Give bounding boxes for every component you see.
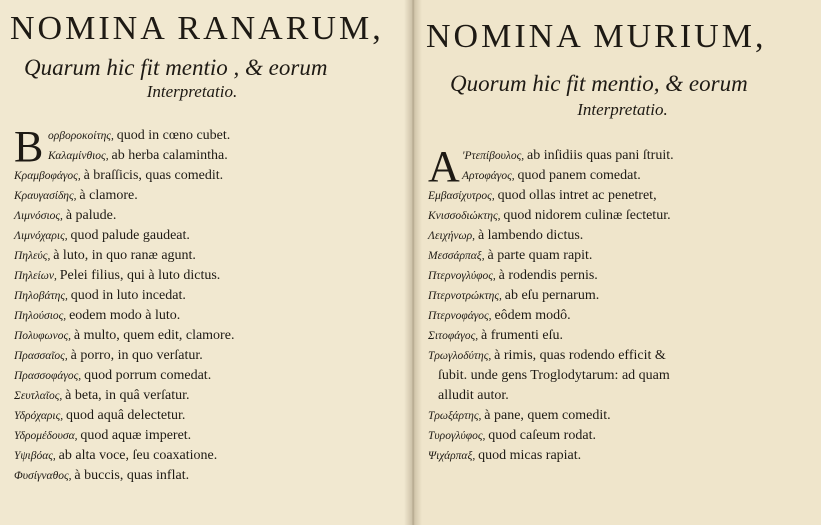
greek-name: Εμβασίχυτρος, (428, 190, 498, 202)
latin-meaning: à parte quam rapit. (487, 248, 593, 263)
latin-meaning: quod aquâ delectetur. (66, 408, 186, 423)
greek-name: Πηλεύς, (14, 250, 54, 262)
greek-name: Πολυφωνος, (14, 330, 74, 342)
list-item (428, 306, 813, 326)
list-item (14, 286, 406, 306)
left-page-subtitle: Quarum hic fit mentio , & eorum (24, 55, 328, 80)
list-item (14, 226, 406, 246)
list-item (14, 346, 406, 366)
latin-meaning: quod in cœno cubet. (116, 128, 231, 143)
latin-meaning: quod aquæ imperet. (80, 428, 192, 443)
latin-meaning: quod ollas intret ac penetret, (497, 188, 657, 203)
list-item (14, 326, 406, 346)
list-item (14, 306, 406, 326)
greek-name: Καλαμίνθιος, (48, 150, 112, 162)
greek-name: Πρασσοφάγος, (14, 370, 85, 382)
list-item (14, 246, 406, 266)
latin-meaning: à porro, in quo verſatur. (70, 348, 203, 363)
list-item (14, 146, 406, 166)
greek-name: Πρασσαῖος, (14, 350, 71, 362)
greek-name: Υδρομέδουσα, (14, 430, 81, 442)
latin-meaning: ab alta voce, ſeu coaxatione. (58, 448, 218, 463)
greek-name: Φυσίγναθος, (14, 470, 75, 482)
latin-meaning: à multo, quem edit, clamore. (73, 328, 235, 343)
drop-cap: B (14, 122, 44, 171)
list-item (428, 246, 813, 266)
greek-name: Σευτλαῖος, (14, 390, 66, 402)
list-item (428, 186, 813, 206)
latin-meaning: à rimis, quas rodendo efficit & (494, 348, 666, 363)
list-item (428, 406, 813, 426)
latin-meaning: ab herba calamintha. (111, 148, 228, 163)
list-item (428, 346, 813, 406)
latin-meaning-continued: alludit autor. (438, 388, 509, 403)
right-page (412, 0, 821, 525)
list-item (14, 166, 406, 186)
greek-name: Μεσσάρπαξ, (428, 250, 488, 262)
latin-meaning-continued: ſubit. unde gens Troglodytarum: ad quam (438, 368, 670, 383)
greek-name: Αρτοφάγος, (462, 170, 518, 182)
list-item (14, 266, 406, 286)
latin-meaning: quod palude gaudeat. (70, 228, 190, 243)
list-item (14, 446, 406, 466)
latin-meaning: ab eſu pernarum. (504, 288, 600, 303)
list-item (428, 206, 813, 226)
left-page-title: NOMINA RANARUM, (10, 10, 384, 47)
list-item (428, 426, 813, 446)
mouse-names-list (428, 142, 813, 466)
list-item (428, 446, 813, 466)
greek-name: Τρωξάρτης, (428, 410, 485, 422)
latin-meaning: à rodendis pernis. (498, 268, 598, 283)
latin-meaning: à pane, quem comedit. (484, 408, 611, 423)
list-item (14, 466, 406, 486)
frog-names-list (14, 122, 406, 486)
latin-meaning: à clamore. (79, 188, 138, 203)
list-item (14, 366, 406, 386)
latin-meaning: à palude. (65, 208, 117, 223)
latin-meaning: à lambendo dictus. (477, 228, 584, 243)
list-item (428, 226, 813, 246)
list-item (14, 426, 406, 446)
latin-meaning: à braſſicis, quas comedit. (83, 168, 224, 183)
list-item (14, 206, 406, 226)
greek-name: Κραμβοφάγος, (14, 170, 84, 182)
list-item (14, 406, 406, 426)
latin-meaning: quod caſeum rodat. (488, 428, 596, 443)
latin-meaning: Pelei filius, qui à luto dictus. (59, 268, 221, 283)
greek-name: Υδρόχαρις, (14, 410, 66, 422)
greek-name: Πτερνοφάγος, (428, 310, 495, 322)
list-item (428, 166, 813, 186)
greek-name: Πτερνογλύφος, (428, 270, 499, 282)
latin-meaning: à beta, in quâ verſatur. (65, 388, 190, 403)
greek-name: Λειχήνωρ, (428, 230, 478, 242)
greek-name: Κραυγασίδης, (14, 190, 80, 202)
right-page-title: NOMINA MURIUM, (426, 18, 767, 55)
greek-name: Υψιβόας, (14, 450, 59, 462)
greek-name: Λιμνόχαρις, (14, 230, 71, 242)
latin-meaning: quod panem comedat. (517, 168, 641, 183)
latin-meaning: à buccis, quas inflat. (74, 468, 190, 483)
greek-name: Τρωγλοδύτης, (428, 350, 495, 362)
latin-meaning: quod micas rapiat. (478, 448, 582, 463)
drop-cap: A (428, 142, 460, 191)
latin-meaning: à frumenti eſu. (481, 328, 564, 343)
greek-name: Τυρογλύφος, (428, 430, 489, 442)
latin-meaning: eôdem modô. (494, 308, 571, 323)
right-page-interpretatio: Interpretatio. (577, 100, 668, 119)
greek-name: Πηλείων, (14, 270, 60, 282)
left-page-interpretatio: Interpretatio. (146, 82, 238, 101)
greek-name: Σιτοφάγος, (428, 330, 481, 342)
greek-name: Ψιχάρπαξ, (428, 450, 479, 462)
greek-name: Πηλούσιος, (14, 310, 70, 322)
greek-name: Κνισσοδιώκτης, (428, 210, 504, 222)
greek-name: Πτερνοτρώκτης, (428, 290, 505, 302)
latin-meaning: quod porrum comedat. (84, 368, 212, 383)
list-item (428, 286, 813, 306)
list-item (14, 386, 406, 406)
greek-name: Πηλοβάτης, (14, 290, 71, 302)
latin-meaning: quod in luto incedat. (70, 288, 186, 303)
latin-meaning: quod nidorem culinæ ſectetur. (503, 208, 671, 223)
list-item (428, 326, 813, 346)
greek-name: Λιμνόσιος, (14, 210, 66, 222)
latin-meaning: eodem modo à luto. (69, 308, 181, 323)
right-page-subtitle: Quorum hic fit mentio, & eorum (450, 71, 748, 96)
latin-meaning: à luto, in quo ranæ agunt. (53, 248, 196, 263)
list-item (428, 266, 813, 286)
greek-name: ορβοροκοίτης, (48, 130, 117, 142)
list-item (14, 186, 406, 206)
greek-name: 'Ρτεπίβουλος, (462, 150, 527, 162)
latin-meaning: ab inſidiis quas pani ſtruit. (527, 148, 674, 163)
